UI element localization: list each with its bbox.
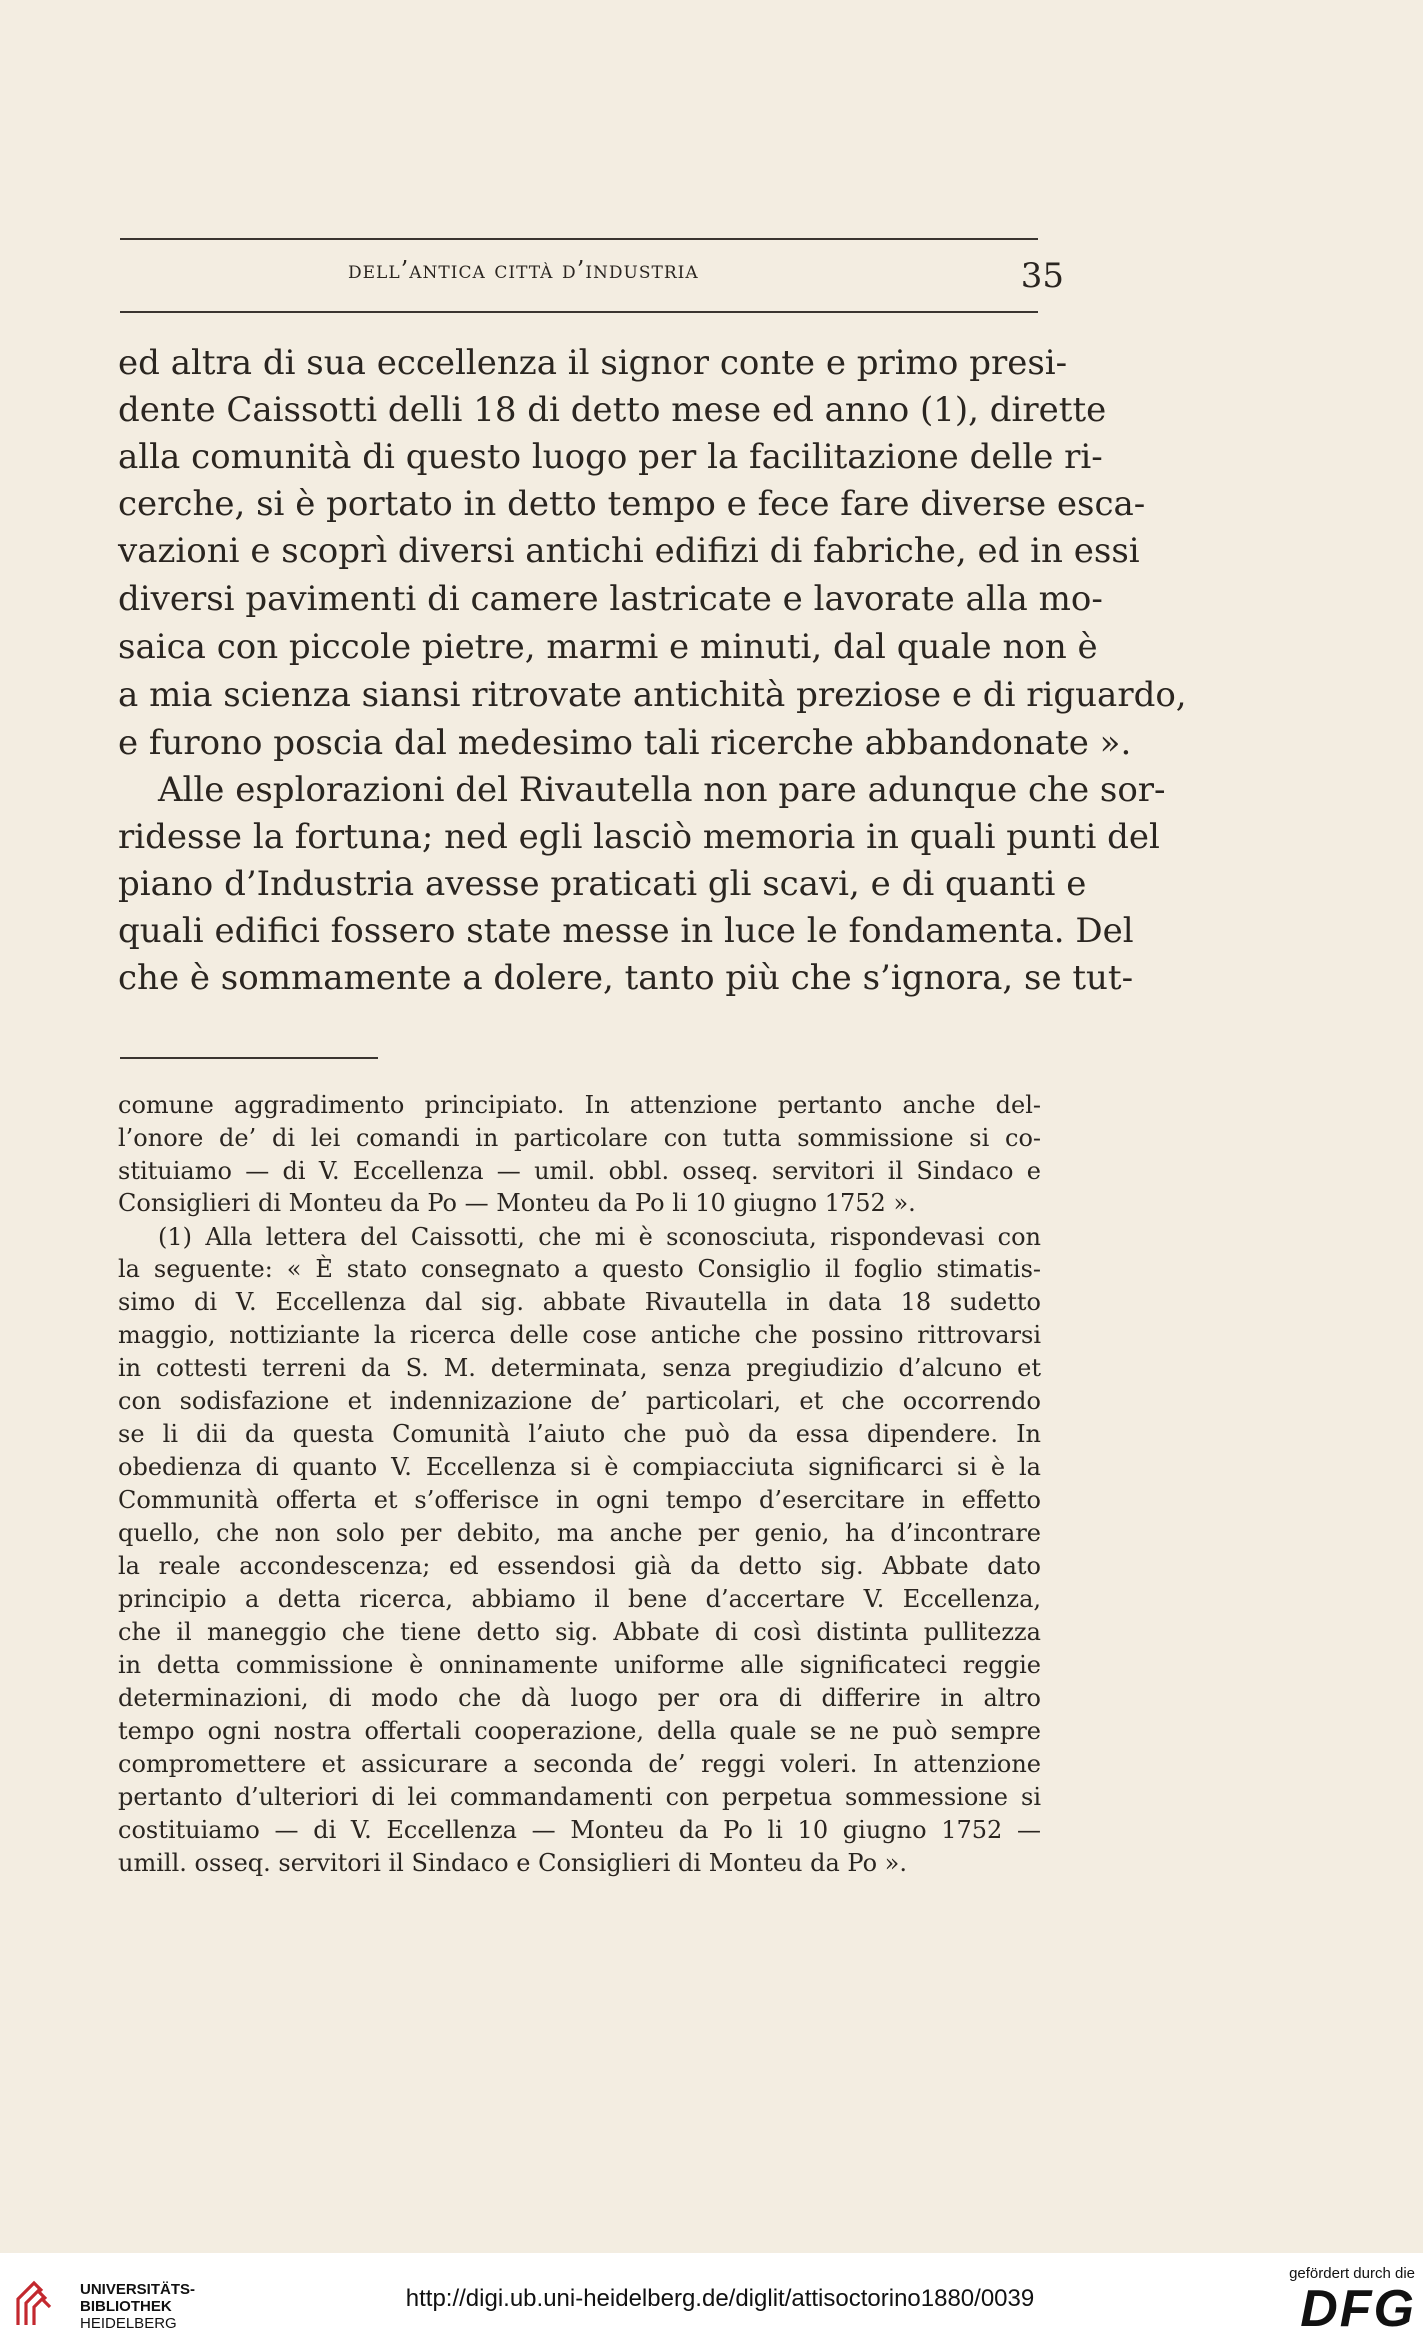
footnote-line: maggio, nottiziante la ricerca delle cose antiche che possino rittrovarsi [118, 1321, 1041, 1349]
footnote-line: con sodisfazione et indennizazione de’ particolari, et che occorrendo [118, 1387, 1041, 1415]
body-line: dente Caissotti delli 18 di detto mese ed anno (1), dirette [118, 390, 1107, 430]
permalink-url[interactable]: http://digi.ub.uni-heidelberg.de/diglit/attisoctorino1880/0039 [405, 2285, 1035, 2312]
body-line: che è sommamente a dolere, tanto più che s’ignora, se tut- [118, 958, 1134, 998]
body-line: piano d’Industria avesse praticati gli scavi, e di quanti e [118, 864, 1087, 904]
body-line: Alle esplorazioni del Rivautella non pare adunque che sor- [158, 770, 1166, 810]
footnote-line: la seguente: « È stato consegnato a questo Consiglio il foglio stimatis- [118, 1255, 1041, 1283]
footnote-separator [120, 1057, 378, 1059]
footnote-line: principio a detta ricerca, abbiamo il bene d’accertare V. Eccellenza, [118, 1585, 1041, 1613]
footnote-line: umill. osseq. servitori il Sindaco e Consiglieri di Monteu da Po ». [118, 1849, 907, 1877]
running-title: dell’antica città d’industria [348, 256, 699, 284]
header-top-rule [120, 238, 1038, 240]
footnote-line: stituiamo — di V. Eccellenza — umil. obbl. osseq. servitori il Sindaco e [118, 1157, 1041, 1185]
page-number: 35 [1020, 256, 1064, 296]
footnote-line: pertanto d’ulteriori di lei commandamenti con perpetua sommessione si [118, 1783, 1041, 1811]
body-line: a mia scienza siansi ritrovate antichità preziose e di riguardo, [118, 675, 1187, 715]
footnote-line: comune aggradimento principiato. In attenzione pertanto anche del- [118, 1091, 1041, 1119]
body-line: ed altra di sua eccellenza il signor conte e primo presi- [118, 343, 1068, 383]
body-line: diversi pavimenti di camere lastricate e lavorate alla mo- [118, 579, 1103, 619]
footnote-line: simo di V. Eccellenza dal sig. abbate Rivautella in data 18 sudetto [118, 1288, 1041, 1316]
footnote-line: la reale accondescenza; ed essendosi già da detto sig. Abbate dato [118, 1552, 1041, 1580]
footnote-line: determinazioni, di modo che dà luogo per ora di differire in altro [118, 1684, 1041, 1712]
dfg-logo: DFG [1300, 2280, 1416, 2338]
body-line: e furono poscia dal medesimo tali ricerche abbandonate ». [118, 723, 1132, 763]
body-line: cerche, si è portato in detto tempo e fece fare diverse esca- [118, 484, 1146, 524]
footnote-line: quello, che non solo per debito, ma anche per genio, ha d’incontrare [118, 1519, 1041, 1547]
body-line: quali edifici fossero state messe in luce le fondamenta. Del [118, 911, 1134, 951]
funding-text: gefördert durch die [1289, 2265, 1415, 2282]
footnote-line: l’onore de’ di lei comandi in particolare con tutta sommissione si co- [118, 1124, 1041, 1152]
footnote-line: Communità offerta et s’offerisce in ogni tempo d’esercitare in effetto [118, 1486, 1041, 1514]
university-library-logo-icon [14, 2279, 58, 2327]
library-name [80, 2281, 200, 2332]
footnote-line: (1) Alla lettera del Caissotti, che mi è sconosciuta, rispondevasi con [158, 1223, 1041, 1251]
header-bottom-rule [120, 311, 1038, 313]
library-name-line: UNIVERSITÄTS- [80, 2281, 196, 2298]
footnote-line: compromettere et assicurare a seconda de’ reggi voleri. In attenzione [118, 1750, 1041, 1778]
footnote-line: tempo ogni nostra offertali cooperazione, della quale se ne può sempre [118, 1717, 1041, 1745]
body-line: saica con piccole pietre, marmi e minuti, dal quale non è [118, 627, 1098, 667]
footnote-line: obedienza di quanto V. Eccellenza si è compiacciuta significarci si è la [118, 1453, 1041, 1481]
body-line: ridesse la fortuna; ned egli lasciò memoria in quali punti del [118, 817, 1160, 857]
body-line: alla comunità di questo luogo per la facilitazione delle ri- [118, 437, 1103, 477]
footnote-line: che il maneggio che tiene detto sig. Abbate di così distinta pullitezza [118, 1618, 1041, 1646]
library-name-line: BIBLIOTHEK [80, 2298, 172, 2315]
footnote-line: costituiamo — di V. Eccellenza — Monteu da Po li 10 giugno 1752 — [118, 1816, 1041, 1844]
footnote-line: se li dii da questa Comunità l’aiuto che può da essa dipendere. In [118, 1420, 1041, 1448]
library-name-line: HEIDELBERG [80, 2315, 177, 2332]
footnote-line: in detta commissione è onninamente uniforme alle significateci reggie [118, 1651, 1041, 1679]
footnote-line: in cottesti terreni da S. M. determinata, senza pregiudizio d’alcuno et [118, 1354, 1041, 1382]
footnote-line: Consiglieri di Monteu da Po — Monteu da Po li 10 giugno 1752 ». [118, 1189, 916, 1217]
body-line: vazioni e scoprì diversi antichi edifizi di fabriche, ed in essi [118, 531, 1140, 571]
